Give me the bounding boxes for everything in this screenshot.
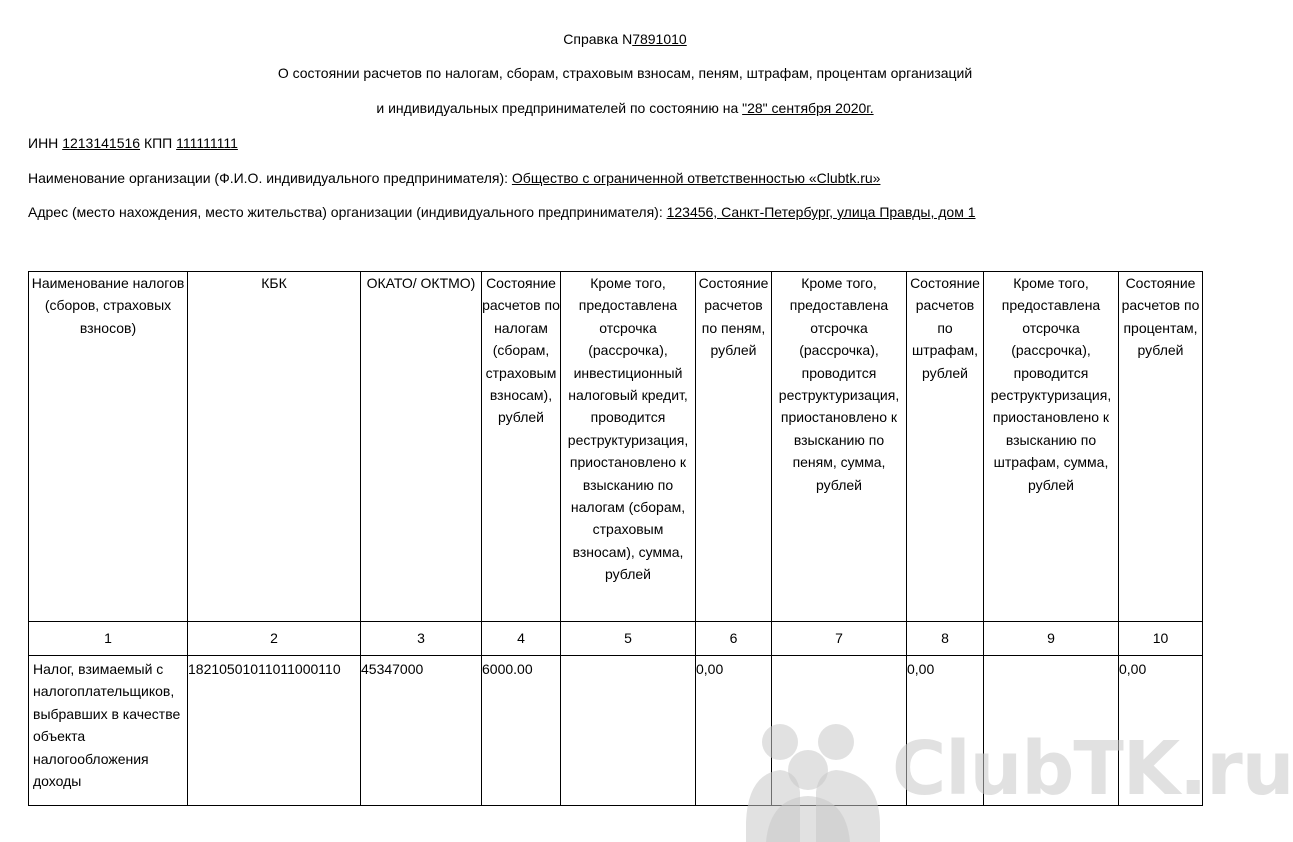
column-number: 3 xyxy=(361,622,482,656)
report-date: "28" сентября 2020г. xyxy=(742,100,874,116)
column-number: 10 xyxy=(1119,622,1203,656)
header-cell-interest-balance: Состояние расчетов по процентам, рублей xyxy=(1119,272,1203,622)
header-cell-penalty-deferral: Кроме того, предоставлена отсрочка (рассрочка), проводится реструктуризация, приостановлено к взысканию по пеням, сумма, рублей xyxy=(772,272,907,622)
kpp-label: КПП xyxy=(140,135,177,151)
header-cell-tax-name: Наименование налогов (сборов, страховых взносов) xyxy=(29,272,188,622)
column-number: 9 xyxy=(984,622,1119,656)
column-number-row xyxy=(29,622,1203,656)
doc-title-prefix: Справка N xyxy=(563,31,633,47)
cell-penalty-balance: 0,00 xyxy=(696,656,772,806)
doc-title xyxy=(0,31,1250,47)
cell-okato: 45347000 xyxy=(361,656,482,806)
address-value: 123456, Санкт-Петербург, улица Правды, дом 1 xyxy=(666,204,976,220)
column-number: 4 xyxy=(482,622,561,656)
watermark xyxy=(738,712,1293,842)
doc-subtitle-2 xyxy=(0,100,1250,116)
org-label: Наименование организации (Ф.И.О. индивидуального предпринимателя): xyxy=(28,170,512,186)
header-cell-tax-deferral: Кроме того, предоставлена отсрочка (рассрочка), инвестиционный налоговый кредит, проводится реструктуризация, приостановлено к взысканию по налогам (сборам, страховым взносам), сумма, рублей xyxy=(561,272,696,622)
kpp-value: 111111111 xyxy=(176,135,238,151)
column-number: 5 xyxy=(561,622,696,656)
header-cell-fine-balance: Состояние расчетов по штрафам, рублей xyxy=(907,272,984,622)
cell-interest-balance: 0,00 xyxy=(1119,656,1203,806)
header-cell-fine-deferral: Кроме того, предоставлена отсрочка (рассрочка), проводится реструктуризация, приостановлено к взысканию по штрафам, сумма, рублей xyxy=(984,272,1119,622)
cell-tax-deferral xyxy=(561,656,696,806)
column-number: 6 xyxy=(696,622,772,656)
column-number: 1 xyxy=(29,622,188,656)
doc-subtitle-1: О состоянии расчетов по налогам, сборам, страховым взносам, пеням, штрафам, процентам организаций xyxy=(277,65,973,81)
header-cell-okato: ОКАТО/ ОКТМО) xyxy=(361,272,482,622)
subtitle-2-text: и индивидуальных предпринимателей по состоянию на xyxy=(376,100,743,116)
column-number: 8 xyxy=(907,622,984,656)
inn-kpp-line xyxy=(28,135,238,151)
column-number: 2 xyxy=(188,622,361,656)
people-group-icon xyxy=(738,712,888,842)
header-cell-tax-balance: Состояние расчетов по налогам (сборам, страховым взносам), рублей xyxy=(482,272,561,622)
cell-fine-balance: 0,00 xyxy=(907,656,984,806)
header-cell-penalty-balance: Состояние расчетов по пеням, рублей xyxy=(696,272,772,622)
inn-label: ИНН xyxy=(28,135,63,151)
cell-tax-name: Налог, взимаемый с налогоплательщиков, выбравших в качестве объекта налогообложения доходы xyxy=(29,656,188,806)
address-line xyxy=(28,204,976,220)
org-line xyxy=(28,170,880,186)
doc-number: 7891010 xyxy=(632,31,687,47)
address-label: Адрес (место нахождения, место жительства) организации (индивидуального предпринимателя): xyxy=(28,204,667,220)
watermark-text: ClubTK.ru xyxy=(892,726,1293,812)
org-value: Общество с ограниченной ответственностью «Clubtk.ru» xyxy=(511,170,881,186)
inn-value: 1213141516 xyxy=(62,135,141,151)
cell-kbk: 18210501011011000110 xyxy=(188,656,361,806)
cell-tax-balance: 6000.00 xyxy=(482,656,561,806)
column-number: 7 xyxy=(772,622,907,656)
header-cell-kbk: КБК xyxy=(188,272,361,622)
header-row xyxy=(29,272,1203,622)
